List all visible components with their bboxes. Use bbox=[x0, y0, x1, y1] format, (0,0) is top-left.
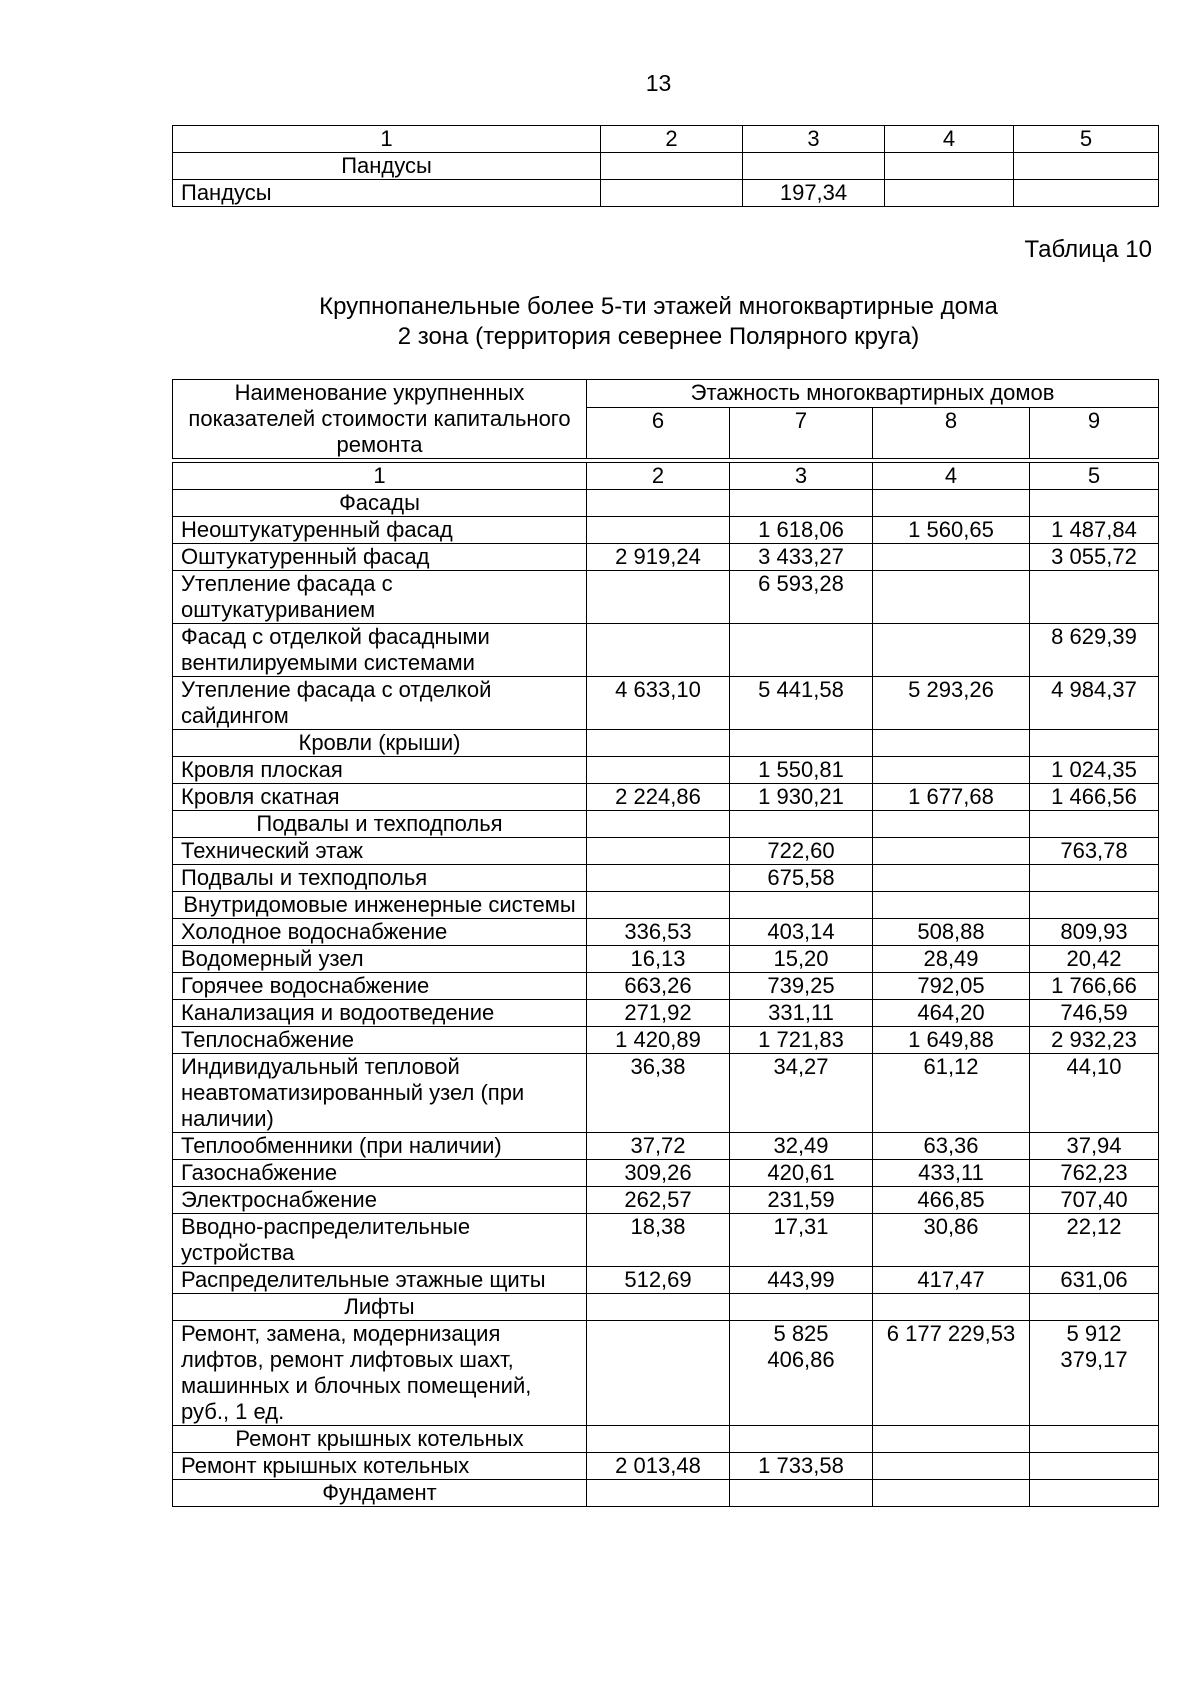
value-cell: 739,25 bbox=[730, 973, 873, 1000]
table-row bbox=[173, 544, 1159, 571]
value-cell bbox=[730, 730, 873, 757]
row-label: Холодное водоснабжение bbox=[173, 919, 587, 946]
value-cell bbox=[885, 180, 1014, 207]
value-cell: 37,94 bbox=[1030, 1133, 1159, 1160]
value-cell bbox=[730, 811, 873, 838]
section-title: Подвалы и техподполья bbox=[173, 811, 587, 838]
value-cell: 1 721,83 bbox=[730, 1027, 873, 1054]
row-label: Теплообменники (при наличии) bbox=[173, 1133, 587, 1160]
row-label: Фасад с отделкой фасадными вентилируемыми системами bbox=[173, 624, 587, 677]
value-cell bbox=[873, 571, 1030, 624]
column-number-cell: 2 bbox=[587, 463, 730, 490]
value-cell: 336,53 bbox=[587, 919, 730, 946]
value-cell: 763,78 bbox=[1030, 838, 1159, 865]
table-row bbox=[173, 973, 1159, 1000]
value-cell bbox=[587, 892, 730, 919]
value-cell: 1 733,58 bbox=[730, 1453, 873, 1480]
value-cell bbox=[587, 490, 730, 517]
table-row bbox=[173, 1027, 1159, 1054]
value-cell: 331,11 bbox=[730, 1000, 873, 1027]
value-cell bbox=[730, 490, 873, 517]
column-number-cell: 1 bbox=[173, 463, 587, 490]
value-cell bbox=[587, 517, 730, 544]
column-number-cell: 3 bbox=[730, 463, 873, 490]
column-number-cell: 3 bbox=[743, 126, 885, 153]
value-cell bbox=[601, 153, 743, 180]
value-cell: 443,99 bbox=[730, 1267, 873, 1294]
value-cell bbox=[873, 811, 1030, 838]
value-cell bbox=[1014, 153, 1159, 180]
table-row bbox=[173, 1160, 1159, 1187]
value-cell: 262,57 bbox=[587, 1187, 730, 1214]
section-row bbox=[173, 1480, 1159, 1507]
column-number-cell: 2 bbox=[601, 126, 743, 153]
row-label: Водомерный узел bbox=[173, 946, 587, 973]
section-row bbox=[173, 1426, 1159, 1453]
column-number-cell: 1 bbox=[173, 126, 601, 153]
value-cell: 22,12 bbox=[1030, 1214, 1159, 1267]
value-cell: 17,31 bbox=[730, 1214, 873, 1267]
value-cell bbox=[1030, 1426, 1159, 1453]
table-title bbox=[0, 292, 1200, 352]
value-cell bbox=[1030, 1453, 1159, 1480]
value-cell bbox=[587, 571, 730, 624]
value-cell: 417,47 bbox=[873, 1267, 1030, 1294]
value-cell: 309,26 bbox=[587, 1160, 730, 1187]
value-cell: 44,10 bbox=[1030, 1054, 1159, 1133]
value-cell: 2 919,24 bbox=[587, 544, 730, 571]
column-number-cell: 4 bbox=[873, 463, 1030, 490]
value-cell: 809,93 bbox=[1030, 919, 1159, 946]
floor-header: 8 bbox=[873, 408, 1030, 459]
value-cell bbox=[587, 757, 730, 784]
value-cell: 707,40 bbox=[1030, 1187, 1159, 1214]
value-cell: 3 055,72 bbox=[1030, 544, 1159, 571]
section-row bbox=[173, 490, 1159, 517]
value-cell: 631,06 bbox=[1030, 1267, 1159, 1294]
page-number: 13 bbox=[645, 70, 672, 96]
value-cell: 34,27 bbox=[730, 1054, 873, 1133]
value-cell: 663,26 bbox=[587, 973, 730, 1000]
continued-table bbox=[172, 125, 1159, 207]
table-row bbox=[173, 1321, 1159, 1426]
value-cell bbox=[1030, 571, 1159, 624]
value-cell bbox=[873, 757, 1030, 784]
row-label: Горячее водоснабжение bbox=[173, 973, 587, 1000]
value-cell: 512,69 bbox=[587, 1267, 730, 1294]
value-cell: 15,20 bbox=[730, 946, 873, 973]
value-cell bbox=[730, 1480, 873, 1507]
value-cell bbox=[1030, 892, 1159, 919]
column-number-row bbox=[173, 126, 1159, 153]
table-row bbox=[173, 624, 1159, 677]
table-row bbox=[173, 517, 1159, 544]
row-label: Кровля скатная bbox=[173, 784, 587, 811]
table-row bbox=[173, 838, 1159, 865]
table-row bbox=[173, 784, 1159, 811]
value-cell: 1 677,68 bbox=[873, 784, 1030, 811]
value-cell bbox=[1030, 1480, 1159, 1507]
floor-header: 7 bbox=[730, 408, 873, 459]
section-row bbox=[173, 153, 1159, 180]
value-cell: 420,61 bbox=[730, 1160, 873, 1187]
value-cell: 5 912 379,17 bbox=[1030, 1321, 1159, 1426]
section-row bbox=[173, 892, 1159, 919]
value-cell bbox=[601, 180, 743, 207]
value-cell: 466,85 bbox=[873, 1187, 1030, 1214]
row-label: Теплоснабжение bbox=[173, 1027, 587, 1054]
value-cell bbox=[587, 1426, 730, 1453]
floor-header: 6 bbox=[587, 408, 730, 459]
value-cell bbox=[587, 838, 730, 865]
value-cell: 4 633,10 bbox=[587, 677, 730, 730]
value-cell: 508,88 bbox=[873, 919, 1030, 946]
value-cell bbox=[873, 865, 1030, 892]
value-cell: 36,38 bbox=[587, 1054, 730, 1133]
value-cell bbox=[1030, 730, 1159, 757]
value-cell bbox=[587, 730, 730, 757]
value-cell: 6 593,28 bbox=[730, 571, 873, 624]
value-cell bbox=[587, 624, 730, 677]
value-cell: 1 930,21 bbox=[730, 784, 873, 811]
table-row bbox=[173, 1187, 1159, 1214]
row-label: Ремонт крышных котельных bbox=[173, 1453, 587, 1480]
section-title: Фасады bbox=[173, 490, 587, 517]
row-label: Газоснабжение bbox=[173, 1160, 587, 1187]
value-cell bbox=[873, 1480, 1030, 1507]
value-cell: 8 629,39 bbox=[1030, 624, 1159, 677]
value-cell: 32,49 bbox=[730, 1133, 873, 1160]
value-cell: 403,14 bbox=[730, 919, 873, 946]
row-label: Канализация и водоотведение bbox=[173, 1000, 587, 1027]
value-cell bbox=[1030, 811, 1159, 838]
row-label: Распределительные этажные щиты bbox=[173, 1267, 587, 1294]
section-title: Ремонт крышных котельных bbox=[173, 1426, 587, 1453]
table-label: Таблица 10 bbox=[1024, 236, 1152, 263]
section-row bbox=[173, 1294, 1159, 1321]
value-cell: 6 177 229,53 bbox=[873, 1321, 1030, 1426]
row-label: Пандусы bbox=[173, 180, 601, 207]
value-cell: 675,58 bbox=[730, 865, 873, 892]
value-cell bbox=[873, 490, 1030, 517]
table-row bbox=[173, 571, 1159, 624]
table-row bbox=[173, 865, 1159, 892]
value-cell: 762,23 bbox=[1030, 1160, 1159, 1187]
value-cell: 4 984,37 bbox=[1030, 677, 1159, 730]
value-cell: 1 466,56 bbox=[1030, 784, 1159, 811]
value-cell: 2 224,86 bbox=[587, 784, 730, 811]
value-cell: 16,13 bbox=[587, 946, 730, 973]
value-cell: 1 618,06 bbox=[730, 517, 873, 544]
value-cell: 5 825 406,86 bbox=[730, 1321, 873, 1426]
row-label: Ремонт, замена, модернизация лифтов, ремонт лифтовых шахт, машинных и блочных помещений, руб., 1 ед. bbox=[173, 1321, 587, 1426]
column-number-cell: 5 bbox=[1030, 463, 1159, 490]
table-row bbox=[173, 1267, 1159, 1294]
section-row bbox=[173, 811, 1159, 838]
table-row bbox=[173, 180, 1159, 207]
value-cell bbox=[1030, 1294, 1159, 1321]
value-cell bbox=[730, 1294, 873, 1321]
row-label: Оштукатуренный фасад bbox=[173, 544, 587, 571]
section-title: Лифты bbox=[173, 1294, 587, 1321]
table-row bbox=[173, 677, 1159, 730]
table-row bbox=[173, 757, 1159, 784]
value-cell: 792,05 bbox=[873, 973, 1030, 1000]
value-cell: 3 433,27 bbox=[730, 544, 873, 571]
value-cell: 231,59 bbox=[730, 1187, 873, 1214]
value-cell bbox=[730, 892, 873, 919]
title-line-1: Крупнопанельные более 5-ти этажей многоквартирные дома bbox=[319, 293, 998, 320]
value-cell bbox=[730, 1426, 873, 1453]
section-title: Внутридомовые инженерные системы bbox=[173, 892, 587, 919]
value-cell: 1 649,88 bbox=[873, 1027, 1030, 1054]
row-label: Неоштукатуренный фасад bbox=[173, 517, 587, 544]
row-label: Индивидуальный тепловой неавтоматизированный узел (при наличии) bbox=[173, 1054, 587, 1133]
value-cell: 1 560,65 bbox=[873, 517, 1030, 544]
title-line-2: 2 зона (территория севернее Полярного круга) bbox=[397, 323, 920, 350]
value-cell bbox=[587, 811, 730, 838]
floor-header: 9 bbox=[1030, 408, 1159, 459]
table-row bbox=[173, 946, 1159, 973]
table-row bbox=[173, 1214, 1159, 1267]
value-cell: 37,72 bbox=[587, 1133, 730, 1160]
section-title: Пандусы bbox=[173, 153, 601, 180]
column-number-cell: 5 bbox=[1014, 126, 1159, 153]
column-number-row bbox=[173, 463, 1159, 490]
value-cell: 197,34 bbox=[743, 180, 885, 207]
value-cell: 61,12 bbox=[873, 1054, 1030, 1133]
value-cell: 1 024,35 bbox=[1030, 757, 1159, 784]
value-cell bbox=[873, 892, 1030, 919]
section-title: Кровли (крыши) bbox=[173, 730, 587, 757]
value-cell: 464,20 bbox=[873, 1000, 1030, 1027]
column-number-cell: 4 bbox=[885, 126, 1014, 153]
value-cell bbox=[873, 1426, 1030, 1453]
value-cell: 2 013,48 bbox=[587, 1453, 730, 1480]
value-cell bbox=[587, 1294, 730, 1321]
table-header bbox=[172, 379, 1159, 459]
value-cell bbox=[1014, 180, 1159, 207]
row-label: Подвалы и техподполья bbox=[173, 865, 587, 892]
value-cell bbox=[873, 624, 1030, 677]
value-cell: 28,49 bbox=[873, 946, 1030, 973]
value-cell bbox=[873, 544, 1030, 571]
row-label: Утепление фасада с отделкой сайдингом bbox=[173, 677, 587, 730]
value-cell: 1 766,66 bbox=[1030, 973, 1159, 1000]
table-row bbox=[173, 1054, 1159, 1133]
table-row bbox=[173, 1000, 1159, 1027]
value-cell: 20,42 bbox=[1030, 946, 1159, 973]
section-title: Фундамент bbox=[173, 1480, 587, 1507]
value-cell: 63,36 bbox=[873, 1133, 1030, 1160]
value-cell: 1 487,84 bbox=[1030, 517, 1159, 544]
value-cell: 1 420,89 bbox=[587, 1027, 730, 1054]
value-cell bbox=[743, 153, 885, 180]
value-cell: 722,60 bbox=[730, 838, 873, 865]
value-cell: 5 293,26 bbox=[873, 677, 1030, 730]
value-cell bbox=[873, 1453, 1030, 1480]
value-cell: 1 550,81 bbox=[730, 757, 873, 784]
value-cell: 2 932,23 bbox=[1030, 1027, 1159, 1054]
value-cell bbox=[873, 1294, 1030, 1321]
value-cell bbox=[1030, 865, 1159, 892]
value-cell bbox=[587, 865, 730, 892]
section-row bbox=[173, 730, 1159, 757]
value-cell: 5 441,58 bbox=[730, 677, 873, 730]
value-cell bbox=[873, 838, 1030, 865]
row-label: Вводно-распределительные устройства bbox=[173, 1214, 587, 1267]
row-label: Утепление фасада с оштукатуриванием bbox=[173, 571, 587, 624]
value-cell: 271,92 bbox=[587, 1000, 730, 1027]
value-cell: 30,86 bbox=[873, 1214, 1030, 1267]
table-row bbox=[173, 1133, 1159, 1160]
value-cell bbox=[730, 624, 873, 677]
value-cell bbox=[873, 730, 1030, 757]
value-cell bbox=[885, 153, 1014, 180]
table-row bbox=[173, 1453, 1159, 1480]
row-label: Электроснабжение bbox=[173, 1187, 587, 1214]
row-label: Технический этаж bbox=[173, 838, 587, 865]
value-cell: 746,59 bbox=[1030, 1000, 1159, 1027]
floors-group-header: Этажность многоквартирных домов bbox=[587, 380, 1159, 408]
main-table bbox=[172, 462, 1159, 1507]
value-cell bbox=[587, 1321, 730, 1426]
value-cell bbox=[1030, 490, 1159, 517]
name-column-header: Наименование укрупненных показателей стоимости капитального ремонта bbox=[173, 380, 587, 459]
table-row bbox=[173, 919, 1159, 946]
value-cell: 433,11 bbox=[873, 1160, 1030, 1187]
value-cell: 18,38 bbox=[587, 1214, 730, 1267]
value-cell bbox=[587, 1480, 730, 1507]
row-label: Кровля плоская bbox=[173, 757, 587, 784]
